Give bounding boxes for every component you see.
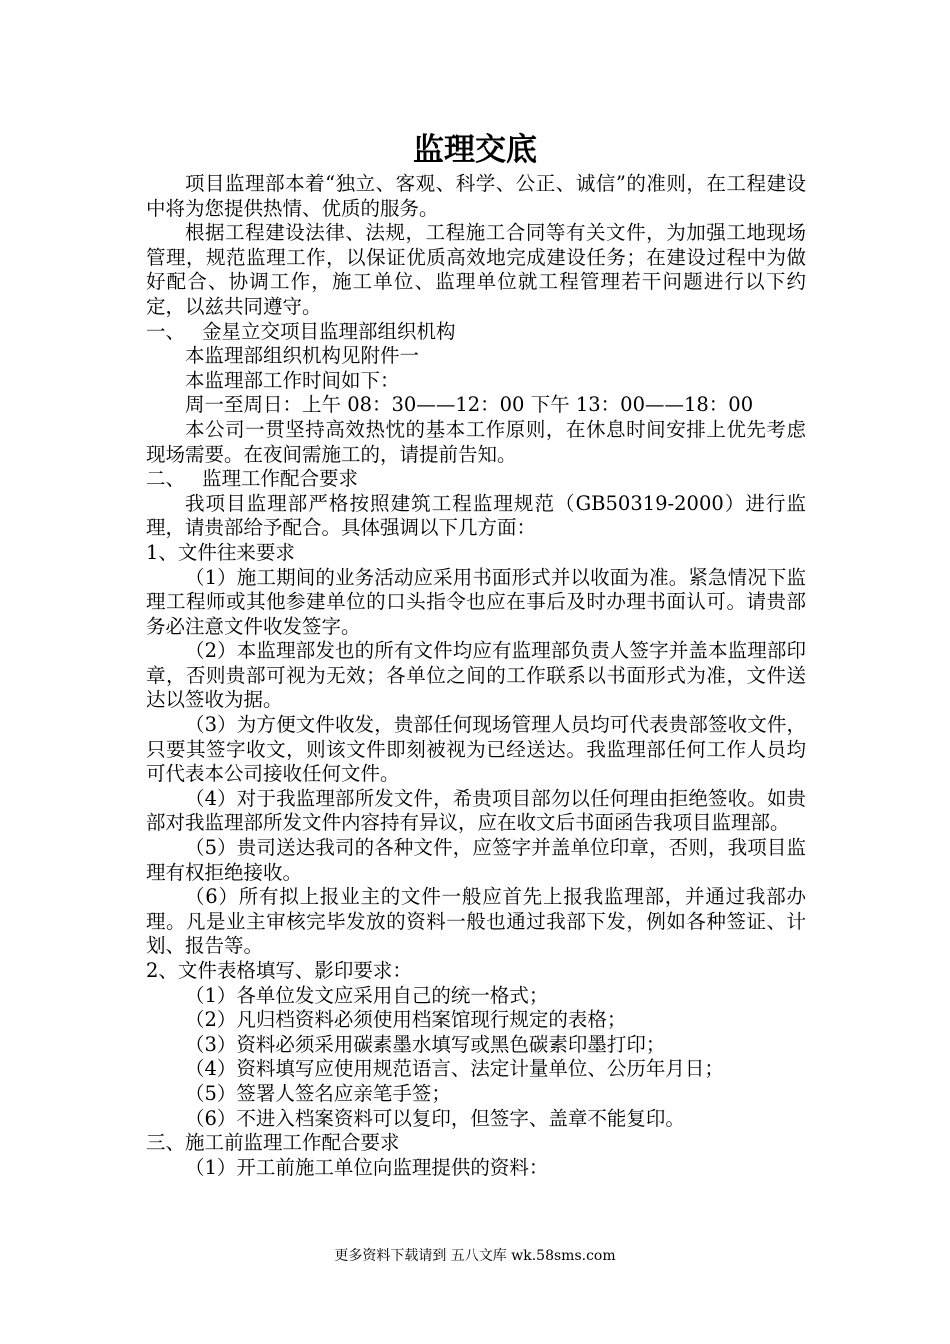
list-item: （4）资料填写应使用规范语言、法定计量单位、公历年月日； [185,1057,724,1081]
list-item: （5）贵司送达我司的各种文件，应签字并盖单位印章，否则，我项目监理有权拒绝接收。 [146,836,806,884]
list-item: （1）施工期间的业务活动应采用书面形式并以收面为准。紧急情况下监理工程师或其他参建单位的口头指令也应在事后及时办理书面认可。请贵部务必注意文件收发签字。 [146,565,806,638]
document-title: 监理交底 [413,132,537,168]
paragraph: 本公司一贯坚持高效热忱的基本工作原则，在休息时间安排上优先考虑现场需要。在夜间需施工的，请提前告知。 [146,417,806,466]
section-heading [146,467,806,492]
paragraph: 项目监理部本着“独立、客观、科学、公正、诚信”的准则，在工程建设中将为您提供热情、优质的服务。 [146,172,806,220]
list-item: （6）所有拟上报业主的文件一般应首先上报我监理部，并通过我部办理。凡是业主审核完毕发放的资料一般也通过我部下发，例如各种签证、计划、报告等。 [146,885,806,958]
list-item: （6）不进入档案资料可以复印，但签字、盖章不能复印。 [185,1106,685,1130]
paragraph: 本监理部工作时间如下： [185,368,400,392]
list-item: （3）资料必须采用碳素墨水填写或黑色碳素印墨打印； [185,1032,666,1056]
section-heading [146,320,806,345]
paragraph: 根据工程建设法律、法规，工程施工合同等有关文件，为加强工地现场管理，规范监理工作，以保证优质高效地完成建设任务；在建设过程中为做好配合、协调工作，施工单位、监理单位就工程管理若干问题进行以下约定，以兹共同遵守。 [146,221,806,318]
page-footer: 更多资料下载请到 五八文库 wk.58sms.com [334,1248,616,1264]
subsection-heading: 2、文件表格填写、影印要求： [146,959,412,982]
section-number: 一、 [146,319,186,343]
list-item: （3）为方便文件收发，贵部任何现场管理人员均可代表贵部签收文件，只要其签字收文，则该文件即刻被视为已经送达。我监理部任何工作人员均可代表本公司接收任何文件。 [146,713,806,786]
list-item: （2）本监理部发也的所有文件均应有监理部负责人签字并盖本监理部印章，否则贵部可视为无效；各单位之间的工作联系以书面形式为准，文件送达以签收为据。 [146,639,806,712]
subsection-heading: 三、施工前监理工作配合要求 [146,1131,400,1155]
section-number: 二、 [146,467,186,491]
subsection-heading: 1、文件往来要求 [146,540,295,564]
list-item: （1）各单位发文应采用自己的统一格式； [185,983,549,1007]
section-heading-text: 监理工作配合要求 [202,467,359,491]
list-item: （1）开工前施工单位向监理提供的资料： [185,1155,549,1179]
section-heading-text: 金星立交项目监理部组织机构 [202,319,456,343]
list-item: （4）对于我监理部所发文件，希贵项目部勿以任何理由拒绝签收。如贵部对我监理部所发文件内容持有异议，应在收文后书面函告我项目监理部。 [146,786,806,835]
document-body [146,172,806,1180]
list-item: （2）凡归档资料必须使用档案馆现行规定的表格； [185,1008,627,1032]
paragraph: 我项目监理部严格按照建筑工程监理规范（GB50319-2000）进行监理，请贵部给予配合。具体强调以下几方面： [146,491,806,540]
working-hours: 周一至周日：上午 08：30——12：00 下午 13：00——18：00 [185,393,754,417]
list-item: （5）签署人签名应亲笔手签； [185,1081,451,1105]
paragraph: 本监理部组织机构见附件一 [185,344,420,368]
